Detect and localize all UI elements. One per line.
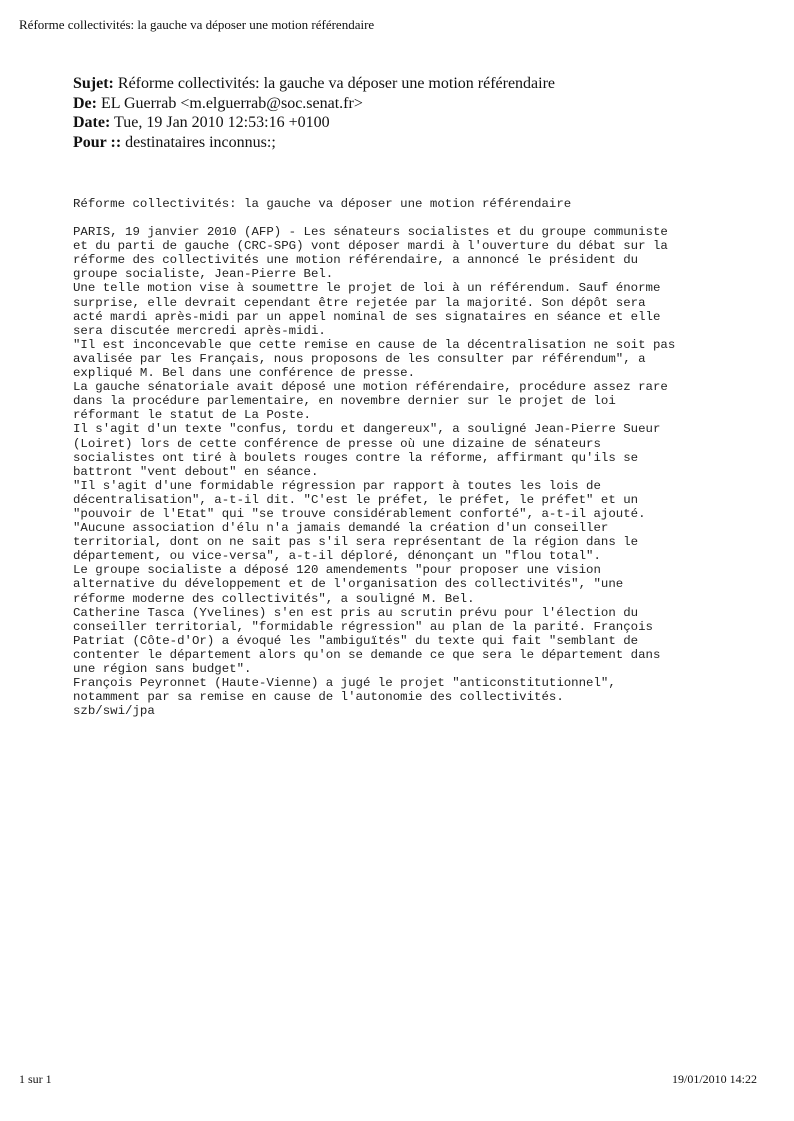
- body-line: François Peyronnet (Haute-Vienne) a jugé le projet "anticonstitutionnel",: [73, 676, 616, 691]
- body-line: territorial, dont on ne sait pas s'il sera représentant de la région dans le: [73, 535, 639, 550]
- body-line: Le groupe socialiste a déposé 120 amendements "pour proposer une vision: [73, 563, 601, 578]
- body-line: Il s'agit d'un texte "confus, tordu et dangereux", a souligné Jean-Pierre Sueur: [73, 422, 661, 437]
- body-line: décentralisation", a-t-il dit. "C'est le préfet, le préfet, le préfet" et un: [73, 492, 639, 507]
- body-line: contenter le département alors qu'on se demande ce que sera le département dans: [73, 647, 661, 662]
- date-label: Date:: [73, 114, 111, 131]
- body-line: avalisée par les Français, nous proposons de les consulter par référendum", a: [73, 351, 646, 366]
- body-line: département, ou vice-versa", a-t-il déploré, dénonçant un "flou total".: [73, 549, 601, 564]
- from-row: [73, 94, 753, 114]
- subject-row: [73, 74, 753, 94]
- body-line: réformant le statut de La Poste.: [73, 408, 311, 423]
- print-header-title: Réforme collectivités: la gauche va déposer une motion référendaire: [19, 17, 375, 32]
- date-value: Tue, 19 Jan 2010 12:53:16 +0100: [114, 114, 330, 131]
- body-line: dans la procédure parlementaire, en novembre dernier sur le projet de loi: [73, 394, 616, 409]
- body-line: La gauche sénatoriale avait déposé une motion référendaire, procédure assez rare: [73, 380, 668, 395]
- body-line: groupe socialiste, Jean-Pierre Bel.: [73, 267, 334, 282]
- body-line: "pouvoir de l'Etat" qui "se trouve considérablement conforté", a-t-il ajouté.: [73, 506, 646, 521]
- body-line: surprise, elle devrait cependant être rejetée par la majorité. Son dépôt sera: [73, 295, 646, 310]
- body-line: Patriat (Côte-d'Or) a évoqué les "ambiguïtés" du texte qui fait "semblant de: [73, 633, 639, 648]
- from-value: EL Guerrab <m.elguerrab@soc.senat.fr>: [100, 94, 363, 112]
- subject-value: Réforme collectivités: la gauche va déposer une motion référendaire: [117, 75, 556, 92]
- body-line: conseiller territorial, "formidable régression" au plan de la parité. François: [73, 619, 653, 634]
- body-line: "Il s'agit d'une formidable régression par rapport à toutes les lois de: [73, 478, 601, 493]
- body-line: acté mardi après-midi par un appel nominal de ses signataires en séance et elle: [73, 309, 661, 324]
- date-row: [73, 113, 753, 133]
- body-line: alternative du développement et de l'organisation des collectivités", "une: [73, 577, 624, 592]
- email-headers: [73, 74, 753, 152]
- body-line: battront "vent debout" en séance.: [73, 464, 319, 479]
- to-value: destinataires inconnus:;: [125, 133, 276, 151]
- body-line: (Loiret) lors de cette conférence de presse où une dizaine de sénateurs: [73, 436, 601, 451]
- print-datetime: 19/01/2010 14:22: [672, 1072, 758, 1086]
- body-line: réforme des collectivités une motion référendaire, a annoncé le président du: [73, 253, 639, 268]
- body-line: sera discutée mercredi après-midi.: [73, 323, 326, 338]
- subject-label: Sujet:: [73, 75, 114, 92]
- body-line: socialistes ont tiré à boulets rouges contre la réforme, affirmant qu'ils se: [73, 450, 639, 465]
- body-signature: szb/swi/jpa: [73, 704, 155, 719]
- body-line: une région sans budget".: [73, 662, 252, 676]
- body-line: "Il est inconcevable que cette remise en cause de la décentralisation ne soit pas: [73, 337, 676, 352]
- body-line: PARIS, 19 janvier 2010 (AFP) - Les sénateurs socialistes et du groupe communiste: [73, 225, 668, 240]
- body-line: et du parti de gauche (CRC-SPG) vont déposer mardi à l'ouverture du débat sur la: [73, 239, 668, 254]
- body-line: Une telle motion vise à soumettre le projet de loi à un référendum. Sauf énorme: [73, 281, 661, 296]
- body-line: notamment par sa remise en cause de l'autonomie des collectivités.: [73, 690, 564, 705]
- from-label: De:: [73, 94, 97, 112]
- body-line: expliqué M. Bel dans une conférence de presse.: [73, 366, 416, 381]
- to-label: Pour ::: [73, 133, 122, 151]
- to-row: [73, 133, 753, 153]
- body-subject-line: Réforme collectivités: la gauche va déposer une motion référendaire: [73, 197, 572, 211]
- body-line: Catherine Tasca (Yvelines) s'en est pris au scrutin prévu pour l'élection du: [73, 605, 639, 620]
- message-body: [73, 197, 733, 718]
- page-number: 1 sur 1: [19, 1072, 52, 1086]
- body-line: réforme moderne des collectivités", a souligné M. Bel.: [73, 591, 475, 606]
- body-line: "Aucune association d'élu n'a jamais demandé la création d'un conseiller: [73, 521, 609, 536]
